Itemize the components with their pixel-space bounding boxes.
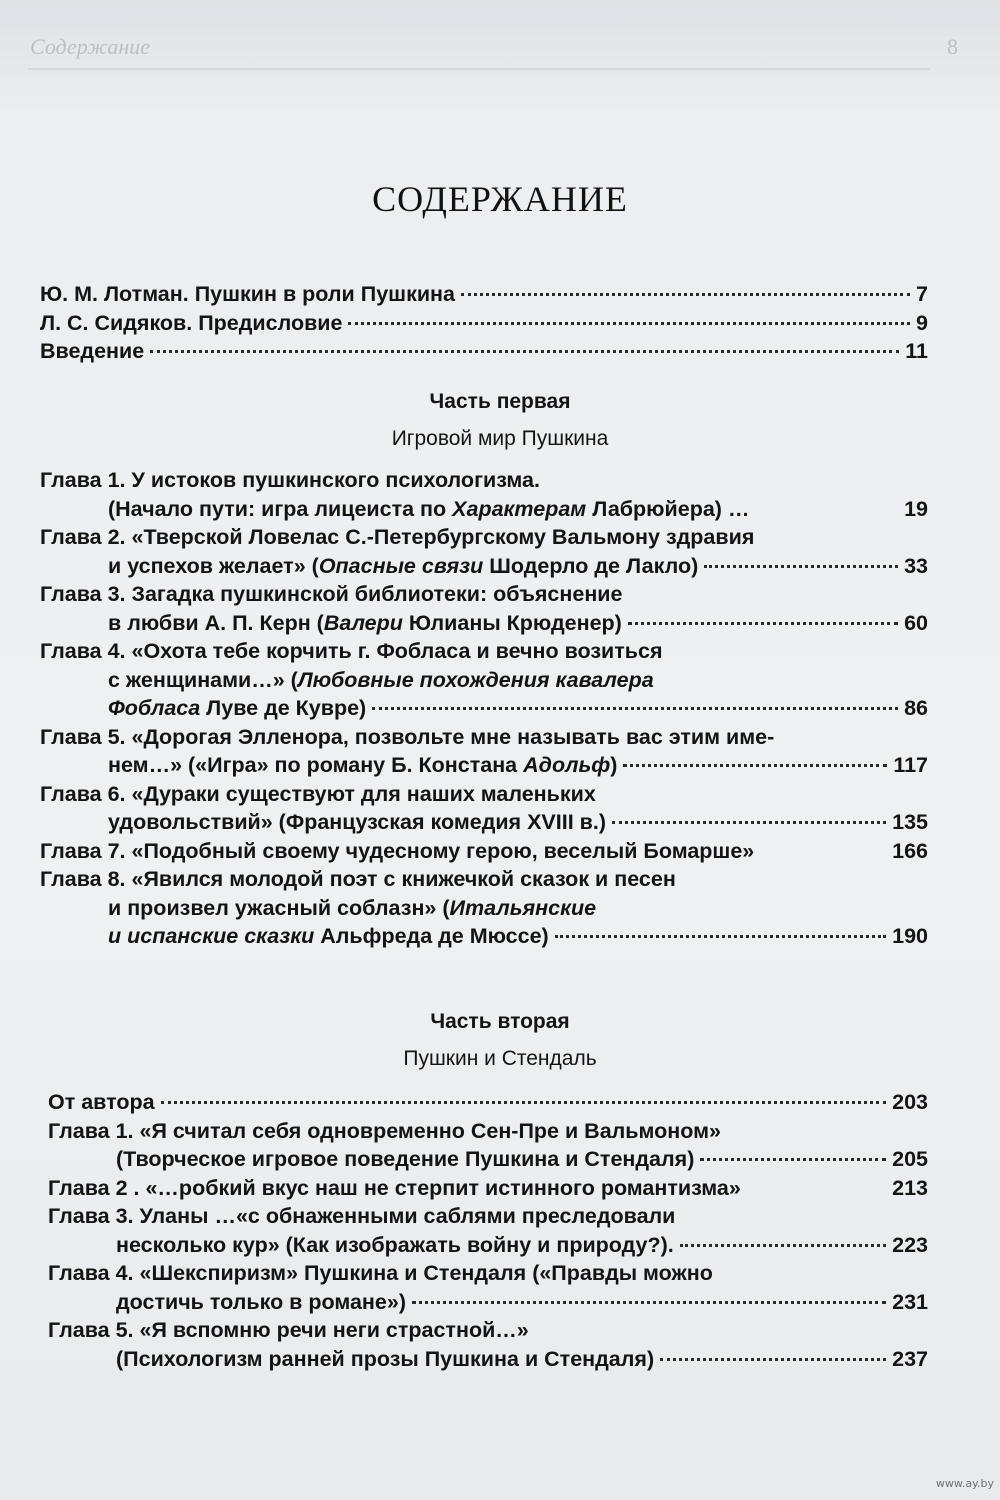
toc-entry: Глава 1. «Я считал себя одновременно Сен-Пре и Вальмоном» (Творческое игровое поведение Пушкина и Стендаля) 205 [48, 1117, 928, 1174]
toc-entry: Глава 4. «Охота тебе корчить г. Фобласа и вечно возиться с женщинами…» (Любовные похождения кавалера Фобласа Луве де Кувре) 86 [40, 637, 928, 723]
page-number: 33 [904, 553, 928, 578]
page-number: 135 [892, 810, 928, 834]
page-number: 223 [892, 1232, 928, 1257]
part-two-chapter-list [48, 1088, 928, 1373]
part-one-chapter-list [40, 466, 928, 951]
page-number: 213 [892, 1175, 928, 1200]
page-number: 117 [893, 753, 928, 777]
toc-entry: Глава 3. Загадка пушкинской библиотеки: объяснение в любви А. П. Керн (Валери Юлианы Крюденер) 60 [40, 580, 928, 637]
part-two-subtitle: Пушкин и Стендаль [403, 1047, 597, 1070]
running-head [28, 28, 958, 70]
page-number: 237 [892, 1346, 928, 1371]
page-number: 11 [905, 339, 928, 363]
page-number: 86 [904, 696, 928, 720]
page-number: 19 [904, 496, 928, 521]
watermark: www.ay.by [935, 1477, 994, 1490]
page-number: 60 [904, 610, 928, 635]
toc-entry: Глава 4. «Шекспиризм» Пушкина и Стендаля («Правды можно достичь только в романе») 231 [48, 1259, 928, 1316]
toc-entry: Глава 8. «Явился молодой поэт с книжечкой сказок и песен и произвел ужасный соблазн» (Итальянские и испанские сказки Альфреда де Мюссе) 190 [40, 865, 928, 951]
page-number: 166 [892, 838, 928, 863]
toc-entry: Ю. М. Лотман. Пушкин в роли Пушкина 7 [40, 280, 928, 309]
running-head-title: Содержание [30, 34, 151, 59]
toc-entry: Глава 2. «Тверской Ловелас С.-Петербургскому Вальмону здравия и успехов желает» (Опасные связи Шодерло де Лакло) 33 [40, 523, 928, 580]
toc-entry: Введение 11 [40, 337, 928, 366]
front-matter-list [40, 280, 928, 366]
page-title: СОДЕРЖАНИЕ [372, 179, 628, 219]
page-number: 203 [892, 1090, 928, 1114]
toc-entry: Глава 5. «Дорогая Элленора, позвольте мне называть вас этим име- нем…» («Игра» по роману Б. Констана Адольф) 117 [40, 723, 928, 780]
part-one-subtitle: Игровой мир Пушкина [391, 427, 609, 450]
toc-entry: Глава 6. «Дураки существуют для наших маленьких удовольствий» (Французская комедия XVIII в.) 135 [40, 780, 928, 837]
toc-entry: Глава 2 . «…робкий вкус наш не стерпит истинного романтизма» 213 [48, 1174, 928, 1203]
part-two-title: Часть вторая [430, 1010, 570, 1033]
toc-entry: Глава 3. Уланы …«с обнаженными саблями преследовали несколько кур» (Как изображать войну и природу?). 223 [48, 1202, 928, 1259]
page-number: 231 [892, 1289, 928, 1314]
toc-entry: Л. С. Сидяков. Предисловие 9 [40, 309, 928, 338]
toc-entry: Глава 5. «Я вспомню речи неги страстной…» (Психологизм ранней прозы Пушкина и Стендаля) 237 [48, 1316, 928, 1373]
page-number: 205 [892, 1147, 928, 1171]
toc-entry: От автора 203 [48, 1088, 928, 1117]
toc-entry: Глава 1. У истоков пушкинского психологизма. (Начало пути: игра лицеиста по Характерам Лабрюйера) … 19 [40, 466, 928, 523]
page-number: 9 [916, 310, 928, 335]
page-number: 7 [916, 282, 928, 306]
running-head-page-number: 8 [947, 34, 958, 59]
page-number: 190 [892, 924, 928, 948]
toc-entry: Глава 7. «Подобный своему чудесному герою, веселый Бомарше» 166 [40, 837, 928, 866]
part-one-title: Часть первая [429, 390, 571, 413]
